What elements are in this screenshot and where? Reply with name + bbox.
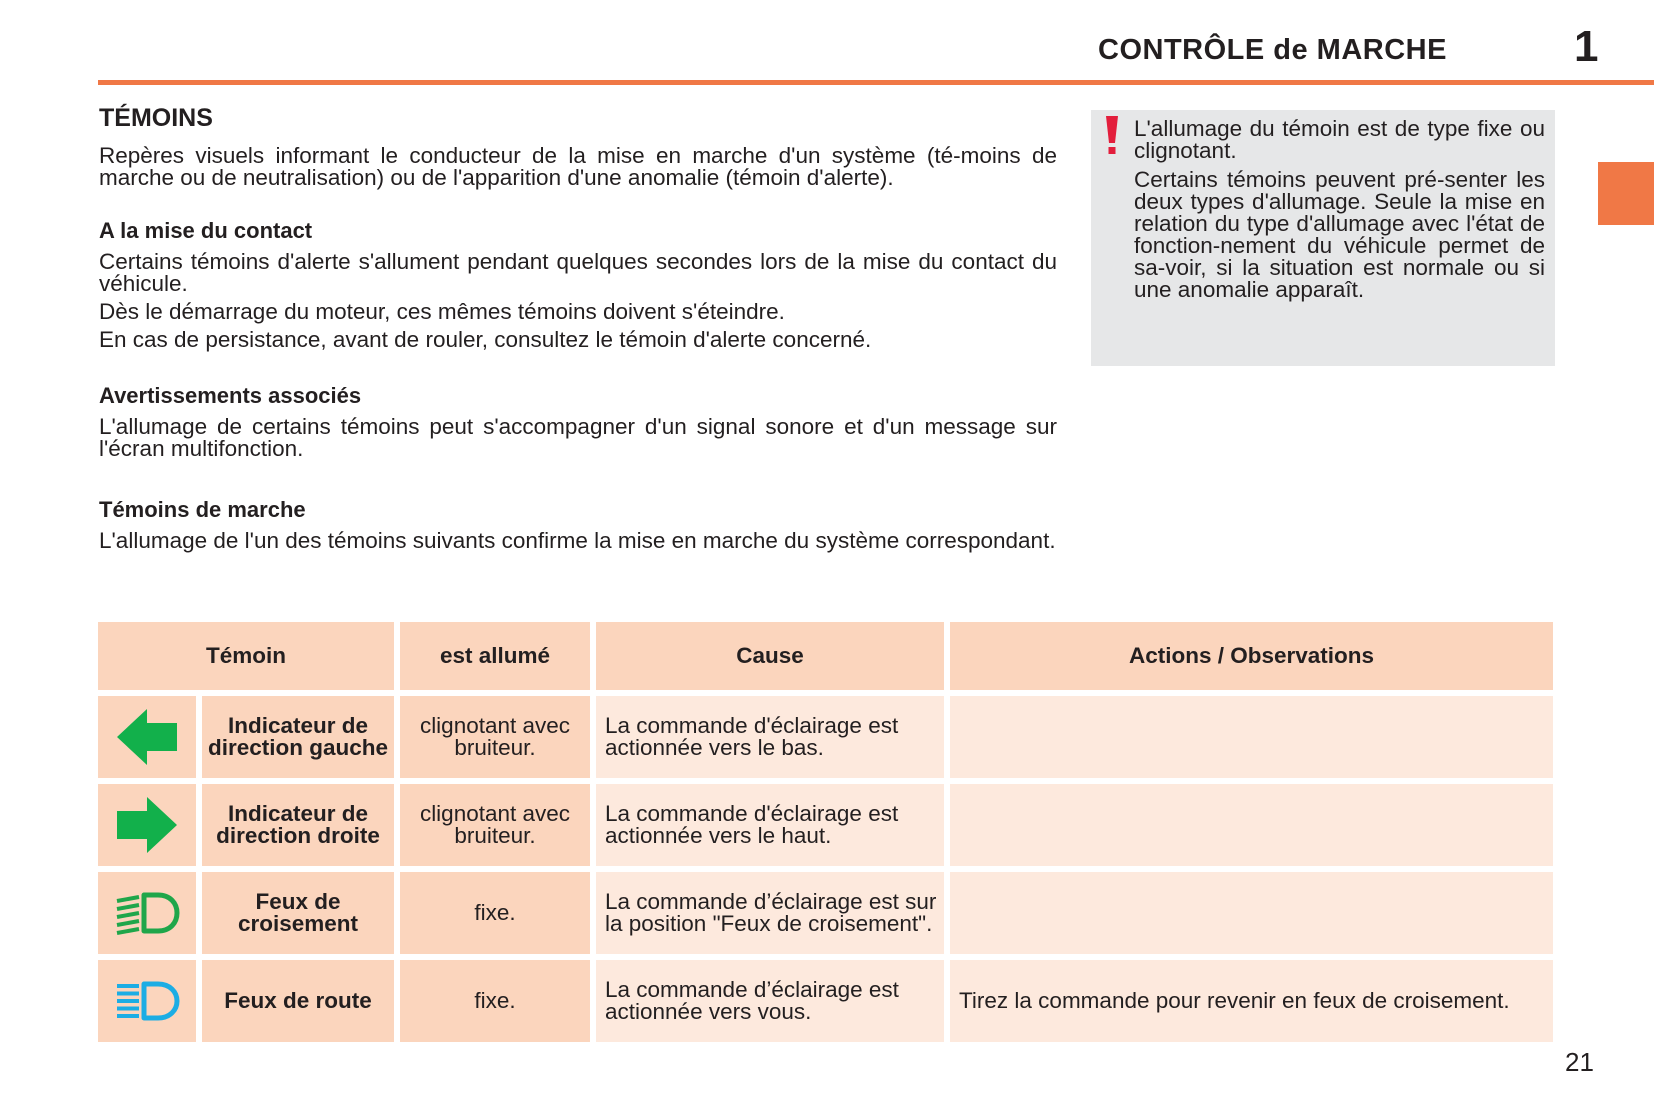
section-heading: A la mise du contact bbox=[99, 218, 313, 243]
paragraph: En cas de persistance, avant de rouler, consultez le témoin d'alerte concerné. bbox=[99, 327, 872, 352]
indicator-action bbox=[950, 696, 1553, 778]
header-divider bbox=[98, 80, 1654, 85]
indicator-cause: La commande d'éclairage est actionnée vers le bas. bbox=[596, 696, 944, 778]
indicator-action bbox=[950, 784, 1553, 866]
left-arrow-icon bbox=[115, 707, 179, 767]
paragraph: L'allumage de certains témoins peut s'accompagner d'un signal sonore et d'un message sur l'écran multifonction. bbox=[99, 414, 1057, 461]
column-header-temoin: Témoin bbox=[98, 622, 394, 690]
note-paragraph: Certains témoins peuvent pré-senter les deux types d'allumage. Seule la mise en relation du type d'allumage avec l'état de fonction-nement du véhicule permet de sa-voir, si la situation est normale ou si une anomalie apparaît. bbox=[1134, 167, 1545, 302]
section-warnings bbox=[99, 384, 1057, 460]
indicator-cause: La commande d’éclairage est actionnée vers vous. bbox=[596, 960, 944, 1042]
table-row-icon-cell bbox=[98, 960, 196, 1042]
column-header-actions: Actions / Observations bbox=[950, 622, 1553, 690]
low-beam-icon bbox=[114, 891, 180, 935]
section-running-lights bbox=[99, 498, 1057, 552]
main-content bbox=[99, 104, 1057, 558]
table-row-icon-cell bbox=[98, 872, 196, 954]
indicator-lit-state: fixe. bbox=[400, 960, 590, 1042]
page-number: 21 bbox=[1565, 1047, 1594, 1077]
indicator-lit-state: clignotant avec bruiteur. bbox=[400, 696, 590, 778]
high-beam-icon bbox=[114, 981, 180, 1021]
indicator-lit-state: fixe. bbox=[400, 872, 590, 954]
indicator-cause: La commande d’éclairage est sur la position "Feux de croisement". bbox=[596, 872, 944, 954]
table-row-icon-cell bbox=[98, 784, 196, 866]
column-header-cause: Cause bbox=[596, 622, 944, 690]
right-arrow-icon bbox=[115, 795, 179, 855]
indicator-cause: La commande d'éclairage est actionnée vers le haut. bbox=[596, 784, 944, 866]
page-header-title: CONTRÔLE de MARCHE bbox=[1098, 34, 1447, 66]
note-paragraph: L'allumage du témoin est de type fixe ou clignotant. bbox=[1134, 116, 1545, 163]
indicator-name: Indicateur de direction droite bbox=[202, 784, 394, 866]
indicator-name: Indicateur de direction gauche bbox=[202, 696, 394, 778]
column-header-lit: est allumé bbox=[400, 622, 590, 690]
chapter-number: 1 bbox=[1574, 22, 1599, 71]
indicator-name: Feux de croisement bbox=[202, 872, 394, 954]
indicator-action bbox=[950, 872, 1553, 954]
section-heading: Témoins de marche bbox=[99, 497, 306, 522]
section-title: TÉMOINS bbox=[99, 104, 213, 132]
intro-paragraph: Repères visuels informant le conducteur de la mise en marche d'un système (té-moins de marche ou de neutralisation) ou de l'apparition d'une anomalie (témoin d'alerte). bbox=[99, 143, 1057, 190]
exclamation-icon bbox=[1105, 116, 1119, 156]
section-contact bbox=[99, 219, 1057, 351]
table-row-icon-cell bbox=[98, 696, 196, 778]
indicator-lit-state: clignotant avec bruiteur. bbox=[400, 784, 590, 866]
paragraph: L'allumage de l'un des témoins suivants confirme la mise en marche du système correspondant. bbox=[99, 528, 1056, 553]
info-note-box bbox=[1091, 110, 1555, 366]
section-heading: Avertissements associés bbox=[99, 383, 362, 408]
indicator-action: Tirez la commande pour revenir en feux de croisement. bbox=[950, 960, 1553, 1042]
chapter-tab-marker bbox=[1598, 162, 1654, 225]
indicator-name: Feux de route bbox=[202, 960, 394, 1042]
paragraph: Certains témoins d'alerte s'allument pendant quelques secondes lors de la mise du contact du véhicule. bbox=[99, 249, 1057, 296]
paragraph: Dès le démarrage du moteur, ces mêmes témoins doivent s'éteindre. bbox=[99, 299, 785, 324]
